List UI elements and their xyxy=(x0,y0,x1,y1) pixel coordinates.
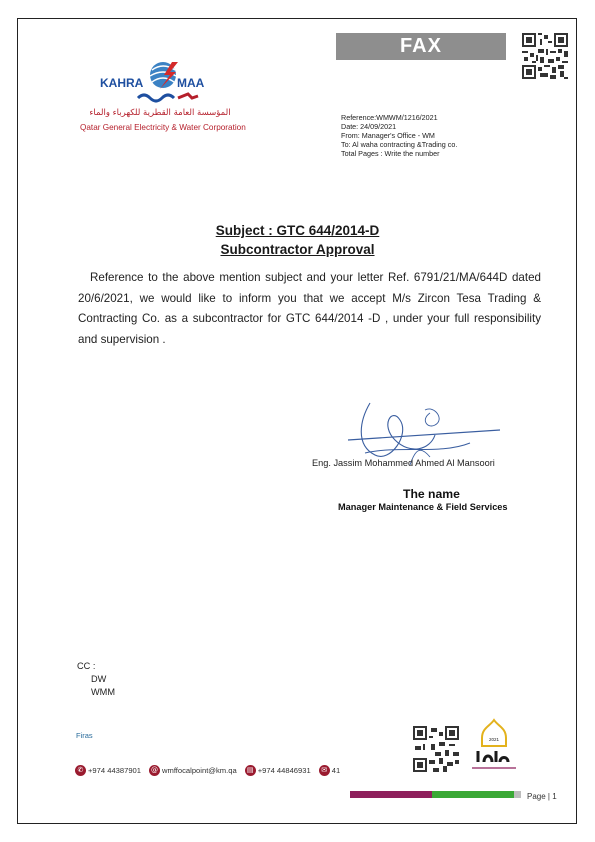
cc-label: CC : xyxy=(77,661,96,671)
phone-number: +974 44387901 xyxy=(88,765,142,775)
subject-title: Subcontractor Approval xyxy=(220,242,375,257)
reference-pages: Total Pages : Write the number xyxy=(341,149,440,158)
reference-block xyxy=(341,113,457,158)
logo-word-left: KAHRA xyxy=(100,76,144,90)
phone-icon: ✆ xyxy=(75,765,86,776)
org-name-english: Qatar General Electricity & Water Corporation xyxy=(80,123,246,132)
footer-bar-green xyxy=(432,791,514,798)
fax-number: +974 44846931 xyxy=(257,765,311,775)
qr-code-icon xyxy=(522,33,568,79)
body-text: Reference to the above mention subject and your letter Ref. 6791/21/MA/644D dated 20/6/2021, we would like to inform you that we accept M/s Zircon Tesa Trading & Contracting Co. as a subcontractor for GTC 644/2014 -D , under your full responsibility and supervision . xyxy=(78,271,541,346)
footer-bar-grey xyxy=(514,791,521,798)
cc-item: WMM xyxy=(91,687,115,697)
email-address: wmffocalpoint@km.qa xyxy=(162,765,237,775)
at-icon: @ xyxy=(151,765,159,774)
fax-icon: ▤ xyxy=(245,765,256,776)
reference-date: Date: 24/09/2021 xyxy=(341,122,397,131)
reference-from: From: Manager's Office - WM xyxy=(341,131,435,140)
reference-number: Reference:WMWM/1216/2021 xyxy=(341,113,438,122)
cc-block xyxy=(77,660,115,699)
doha-2021-logo xyxy=(468,718,520,774)
signer-name: Eng. Jassim Mohammed Ahmed Al Mansoori xyxy=(312,458,495,468)
footer-bar-purple xyxy=(350,791,432,798)
cc-item: DW xyxy=(91,674,107,684)
author-initials: Firas xyxy=(76,731,93,740)
doha-year: 2021 xyxy=(488,737,499,742)
signer-role: Manager Maintenance & Field Services xyxy=(338,502,508,512)
page-number: Page | 1 xyxy=(527,792,557,801)
footer-qr-code-icon xyxy=(413,726,459,772)
logo-word-right: MAA xyxy=(177,76,205,90)
reference-to: To: Al waha contracting &Trading co. xyxy=(341,140,458,149)
body-paragraph xyxy=(78,268,541,350)
fax-label: FAX xyxy=(336,33,506,60)
subject-line: Subject : GTC 644/2014-D xyxy=(215,223,380,238)
contact-line xyxy=(75,763,340,777)
extra-code: 41 xyxy=(331,765,341,775)
org-name-arabic: المؤسسة العامة القطرية للكهرباء والماء xyxy=(89,108,231,118)
chat-icon: ✉ xyxy=(319,765,330,776)
signer-title-name: The name xyxy=(403,487,460,501)
kahramaa-logo xyxy=(80,58,246,148)
